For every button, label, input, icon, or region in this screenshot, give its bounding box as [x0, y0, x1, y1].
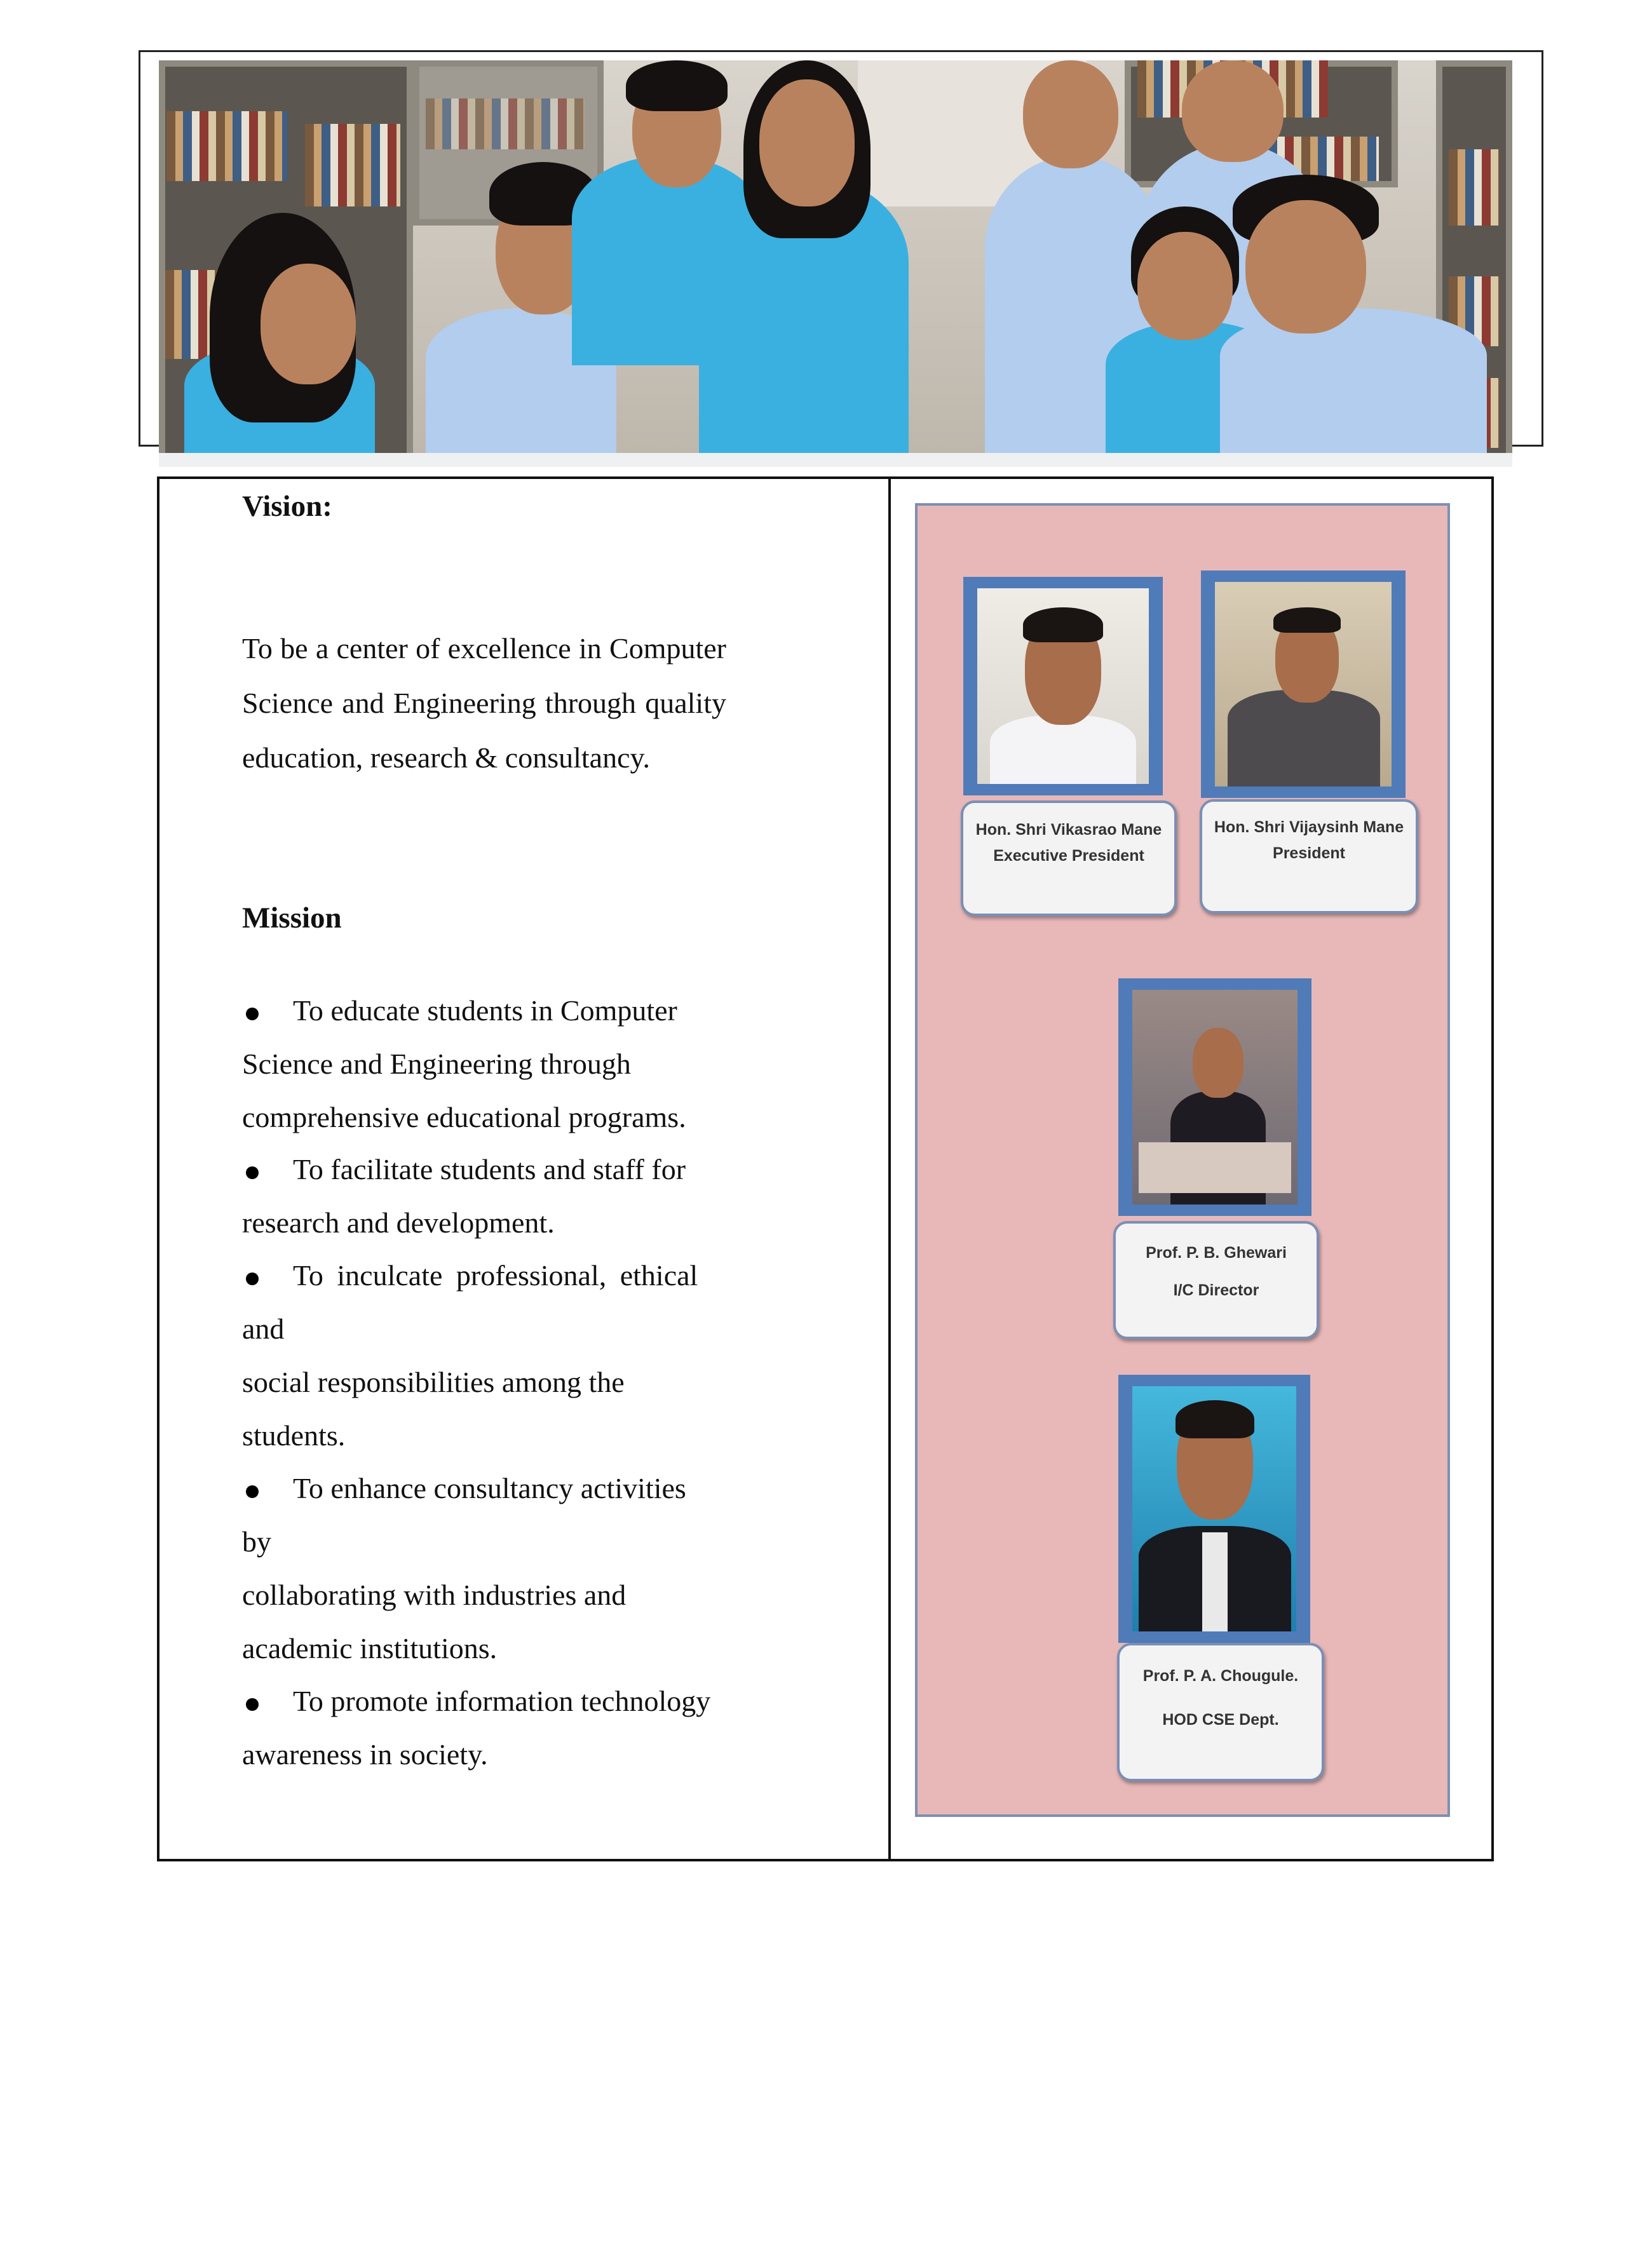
- mission-line: To enhance consultancy activities: [293, 1472, 686, 1504]
- mission-line: collaborating with industries and: [242, 1579, 627, 1611]
- leader-photo-2: [1201, 570, 1406, 798]
- leader-caption-2: [1200, 799, 1418, 914]
- mission-line: by: [242, 1525, 271, 1558]
- leader-photo-4: [1118, 1375, 1310, 1643]
- mission-line: To inculcate professional, ethical: [293, 1259, 698, 1292]
- leader-caption-3: [1113, 1221, 1319, 1339]
- leader-caption-4: [1117, 1643, 1324, 1781]
- leader-name: Prof. P. A. Chougule.: [1142, 1667, 1299, 1685]
- leader-title: HOD CSE Dept.: [1162, 1711, 1279, 1729]
- leader-photo-3: [1118, 978, 1311, 1216]
- bullet-icon: [246, 1008, 259, 1020]
- banner-photo-students-library: [159, 60, 1512, 467]
- mission-line: awareness in society.: [242, 1738, 488, 1771]
- mission-line: and: [242, 1313, 285, 1345]
- table-column-divider: [888, 476, 891, 1861]
- vision-heading: Vision:: [242, 490, 332, 523]
- mission-line: research and development.: [242, 1206, 555, 1239]
- leader-name: Hon. Shri Vijaysinh Mane: [1214, 818, 1404, 836]
- leader-title: Executive President: [993, 847, 1144, 865]
- mission-line: Science and Engineering through: [242, 1048, 631, 1080]
- mission-line: comprehensive educational programs.: [242, 1101, 686, 1133]
- bullet-icon: [246, 1698, 259, 1711]
- leader-photo-1: [963, 577, 1163, 795]
- vision-text: To be a center of excellence in Computer Science and Engineering through quality education, research & consultancy.: [242, 632, 726, 774]
- leader-title: President: [1273, 844, 1345, 862]
- mission-line: To facilitate students and staff for: [293, 1153, 686, 1185]
- bullet-icon: [246, 1166, 259, 1179]
- bullet-icon: [246, 1272, 259, 1285]
- leader-caption-1: [961, 800, 1177, 916]
- leader-name: Prof. P. B. Ghewari: [1146, 1244, 1287, 1262]
- mission-line: social responsibilities among the: [242, 1366, 625, 1398]
- mission-line: To promote information technology: [293, 1685, 711, 1717]
- mission-line: academic institutions.: [242, 1632, 498, 1664]
- leader-name: Hon. Shri Vikasrao Mane: [975, 821, 1162, 839]
- bullet-icon: [246, 1485, 259, 1498]
- leader-title: I/C Director: [1173, 1281, 1259, 1299]
- mission-line: To educate students in Computer: [293, 994, 677, 1027]
- mission-line: students.: [242, 1419, 346, 1452]
- mission-heading: Mission: [242, 901, 342, 935]
